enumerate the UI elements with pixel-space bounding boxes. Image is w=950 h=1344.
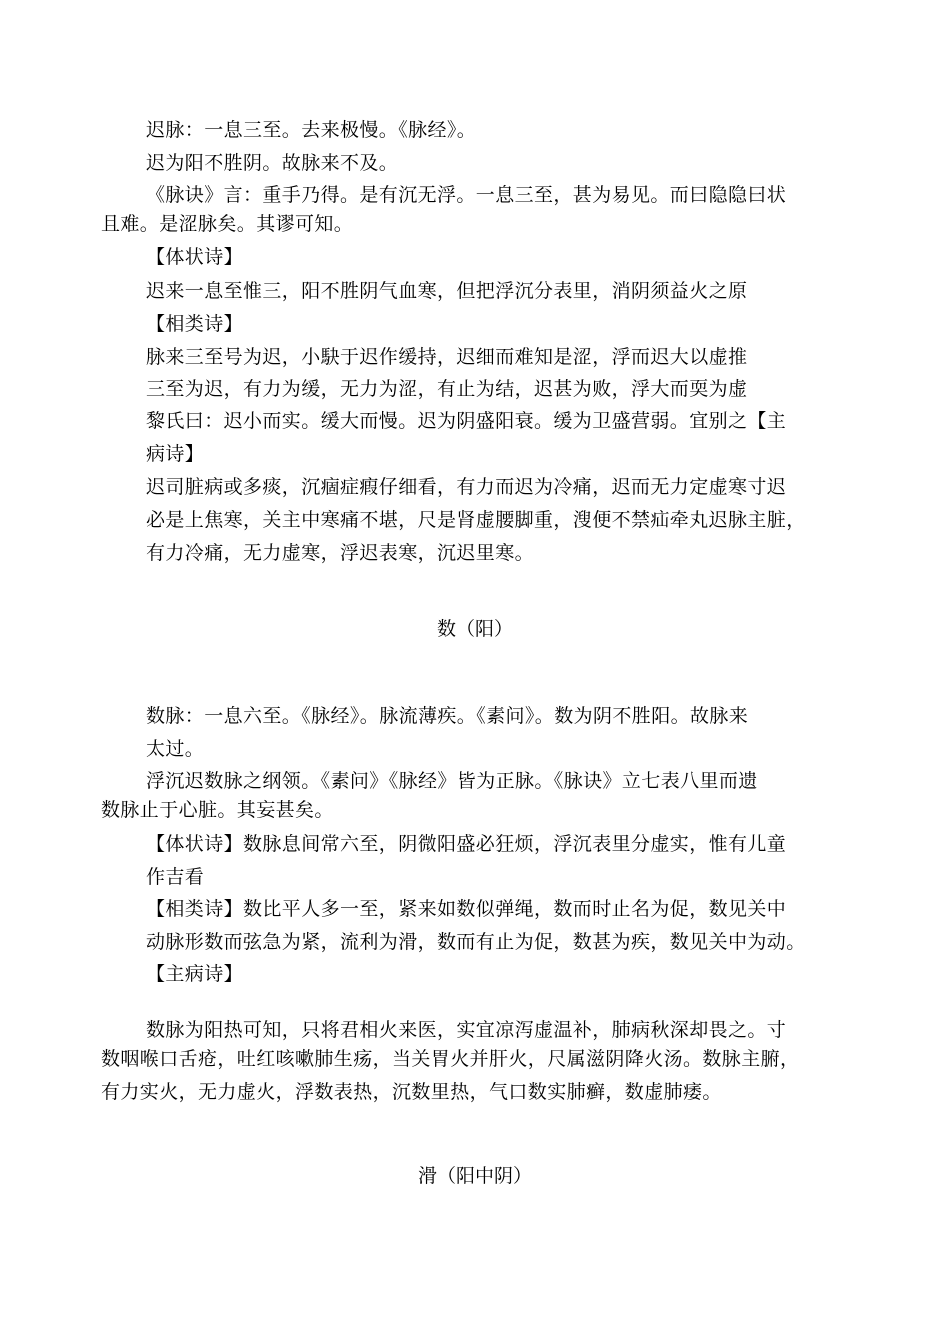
paragraph-line: 三至为迟，有力为缓，无力为涩，有止为结，迟甚为败，浮大而耎为虚 — [146, 378, 748, 400]
paragraph-line: 作吉看 — [146, 866, 205, 888]
paragraph-line: 数脉：一息六至。《脉经》。脉流薄疾。《素问》。数为阴不胜阳。故脉来 — [146, 705, 749, 727]
paragraph-line: 数脉止于心脏。其妄甚矣。 — [101, 799, 334, 821]
poem-line: 迟来一息至惟三，阳不胜阴气血寒，但把浮沉分表里，消阴须益火之原 — [146, 280, 748, 302]
paragraph-line: 《脉诀》言：重手乃得。是有沉无浮。一息三至，甚为易见。而曰隐隐曰状 — [146, 184, 787, 206]
paragraph-line: 数脉为阳热可知，只将君相火来医，实宜凉泻虚温补，肺病秋深却畏之。寸 — [146, 1019, 787, 1041]
subheading-xianglei: 【相类诗】 — [146, 313, 244, 335]
paragraph-line: 动脉形数而弦急为紧，流利为滑，数而有止为促，数甚为疾，数见关中为动。 — [146, 931, 806, 953]
paragraph-line: 太过。 — [146, 738, 205, 760]
paragraph-line: 黎氏曰：迟小而实。缓大而慢。迟为阴盛阳衰。缓为卫盛营弱。宜别之【主 — [146, 410, 787, 432]
paragraph-line: 迟为阳不胜阴。故脉来不及。 — [146, 152, 399, 174]
paragraph-line: 浮沉迟数脉之纲领。《素问》《脉经》皆为正脉。《脉诀》立七表八里而遗 — [146, 770, 758, 792]
section-heading-shu: 数（阳） — [436, 618, 513, 640]
paragraph-line: 数咽喉口舌疮，吐红咳嗽肺生疡，当关胃火并肝火，尺属滋阴降火汤。数脉主腑， — [101, 1048, 800, 1070]
paragraph-line: 且难。是涩脉矣。其谬可知。 — [101, 213, 354, 235]
subheading-zhubing: 病诗】 — [146, 443, 205, 465]
section-heading-hua: 滑（阳中阴） — [417, 1165, 532, 1187]
subheading-zhubing: 【主病诗】 — [146, 963, 244, 985]
subheading-tizhuangshi: 【体状诗】数脉息间常六至，阴微阳盛必狂烦，浮沉表里分虚实，惟有儿童 — [146, 833, 787, 855]
paragraph-line: 有力冷痛，无力虚寒，浮迟表寒，沉迟里寒。 — [146, 542, 535, 564]
subheading-tizhuangshi: 【体状诗】 — [146, 246, 244, 268]
paragraph-line: 迟脉：一息三至。去来极慢。《脉经》。 — [146, 119, 477, 141]
poem-line: 脉来三至号为迟，小駃于迟作缓持，迟细而难知是涩，浮而迟大以虚推 — [146, 346, 748, 368]
paragraph-line: 有力实火，无力虚火，浮数表热，沉数里热，气口数实肺癣，数虚肺痿。 — [101, 1081, 722, 1103]
subheading-xianglei: 【相类诗】数比平人多一至，紧来如数似弹绳，数而时止名为促，数见关中 — [146, 898, 787, 920]
poem-line: 迟司脏病或多痰，沉痼症瘕仔细看，有力而迟为冷痛，迟而无力定虚寒寸迟 — [146, 476, 787, 498]
poem-line: 必是上焦寒，关主中寒痛不堪，尺是肾虚腰脚重，溲便不禁疝牵丸迟脉主脏， — [146, 509, 806, 531]
